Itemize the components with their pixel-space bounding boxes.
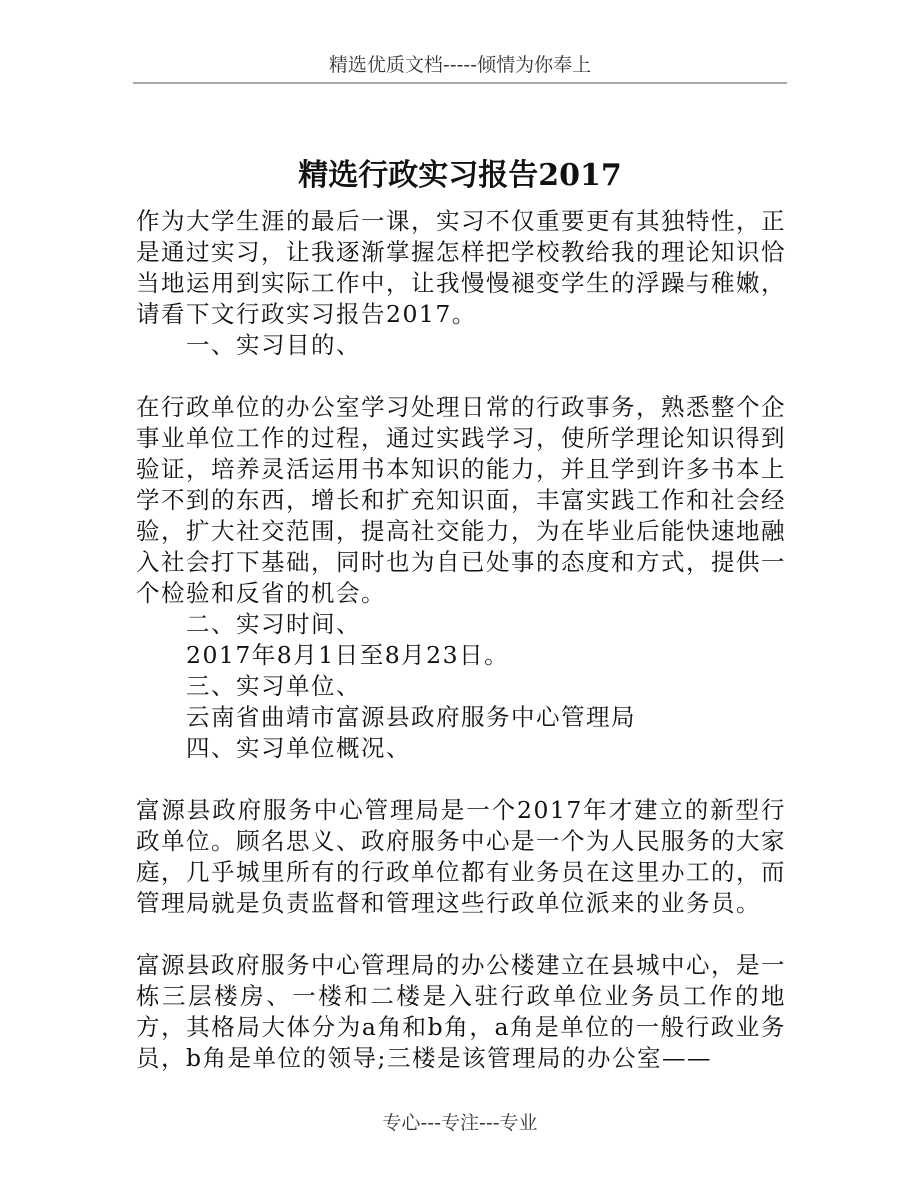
internship-unit: 云南省曲靖市富源县政府服务中心管理局 — [186, 703, 636, 731]
spacer — [136, 919, 786, 950]
unit-overview-paragraph-2: 富源县政府服务中心管理局的办公楼建立在县城中心，是一栋三层楼房、一楼和二楼是入驻行政单位业务员工作的地方，其格局大体分为a角和b角，a角是单位的一般行政业务员，b角是单位的领导;三楼是该管理局的办公室—— — [136, 951, 786, 1072]
document-title: 精选行政实习报告2017 — [298, 158, 622, 194]
section-heading-unit-overview: 四、实习单位概况、 — [186, 734, 411, 762]
document-body — [136, 206, 786, 1074]
intro-paragraph: 作为大学生涯的最后一课，实习不仅重要更有其独特性，正是通过实习，让我逐渐掌握怎样把学校教给我的理论知识恰当地运用到实际工作中，让我慢慢褪变学生的浮躁与稚嫩，请看下文行政实习报告2017。 — [136, 207, 786, 328]
header-divider — [133, 82, 787, 84]
unit-overview-paragraph-1: 富源县政府服务中心管理局是一个2017年才建立的新型行政单位。顾名思义、政府服务中心是一个为人民服务的大家庭，几乎城里所有的行政单位都有业务员在这里办工的，而管理局就是负责监督和管理这些行政单位派来的业务员。 — [136, 796, 786, 917]
purpose-paragraph: 在行政单位的办公室学习处理日常的行政事务，熟悉整个企事业单位工作的过程，通过实践学习，使所学理论知识得到验证，培养灵活运用书本知识的能力，并且学到许多书本上学不到的东西，增长和扩充知识面，丰富实践工作和社会经验，扩大社交范围，提高社交能力，为在毕业后能快速地融入社会打下基础，同时也为自已处事的态度和方式，提供一个检验和反省的机会。 — [136, 393, 786, 607]
spacer — [136, 764, 786, 795]
internship-dates: 2017年8月1日至8月23日。 — [186, 641, 510, 669]
section-heading-unit: 三、实习单位、 — [186, 672, 361, 700]
spacer — [136, 361, 786, 392]
section-heading-time: 二、实习时间、 — [186, 610, 361, 638]
section-heading-purpose: 一、实习目的、 — [186, 331, 361, 359]
page-footer: 专心---专注---专业 — [382, 1112, 538, 1134]
page-header: 精选优质文档-----倾情为你奉上 — [328, 54, 592, 76]
